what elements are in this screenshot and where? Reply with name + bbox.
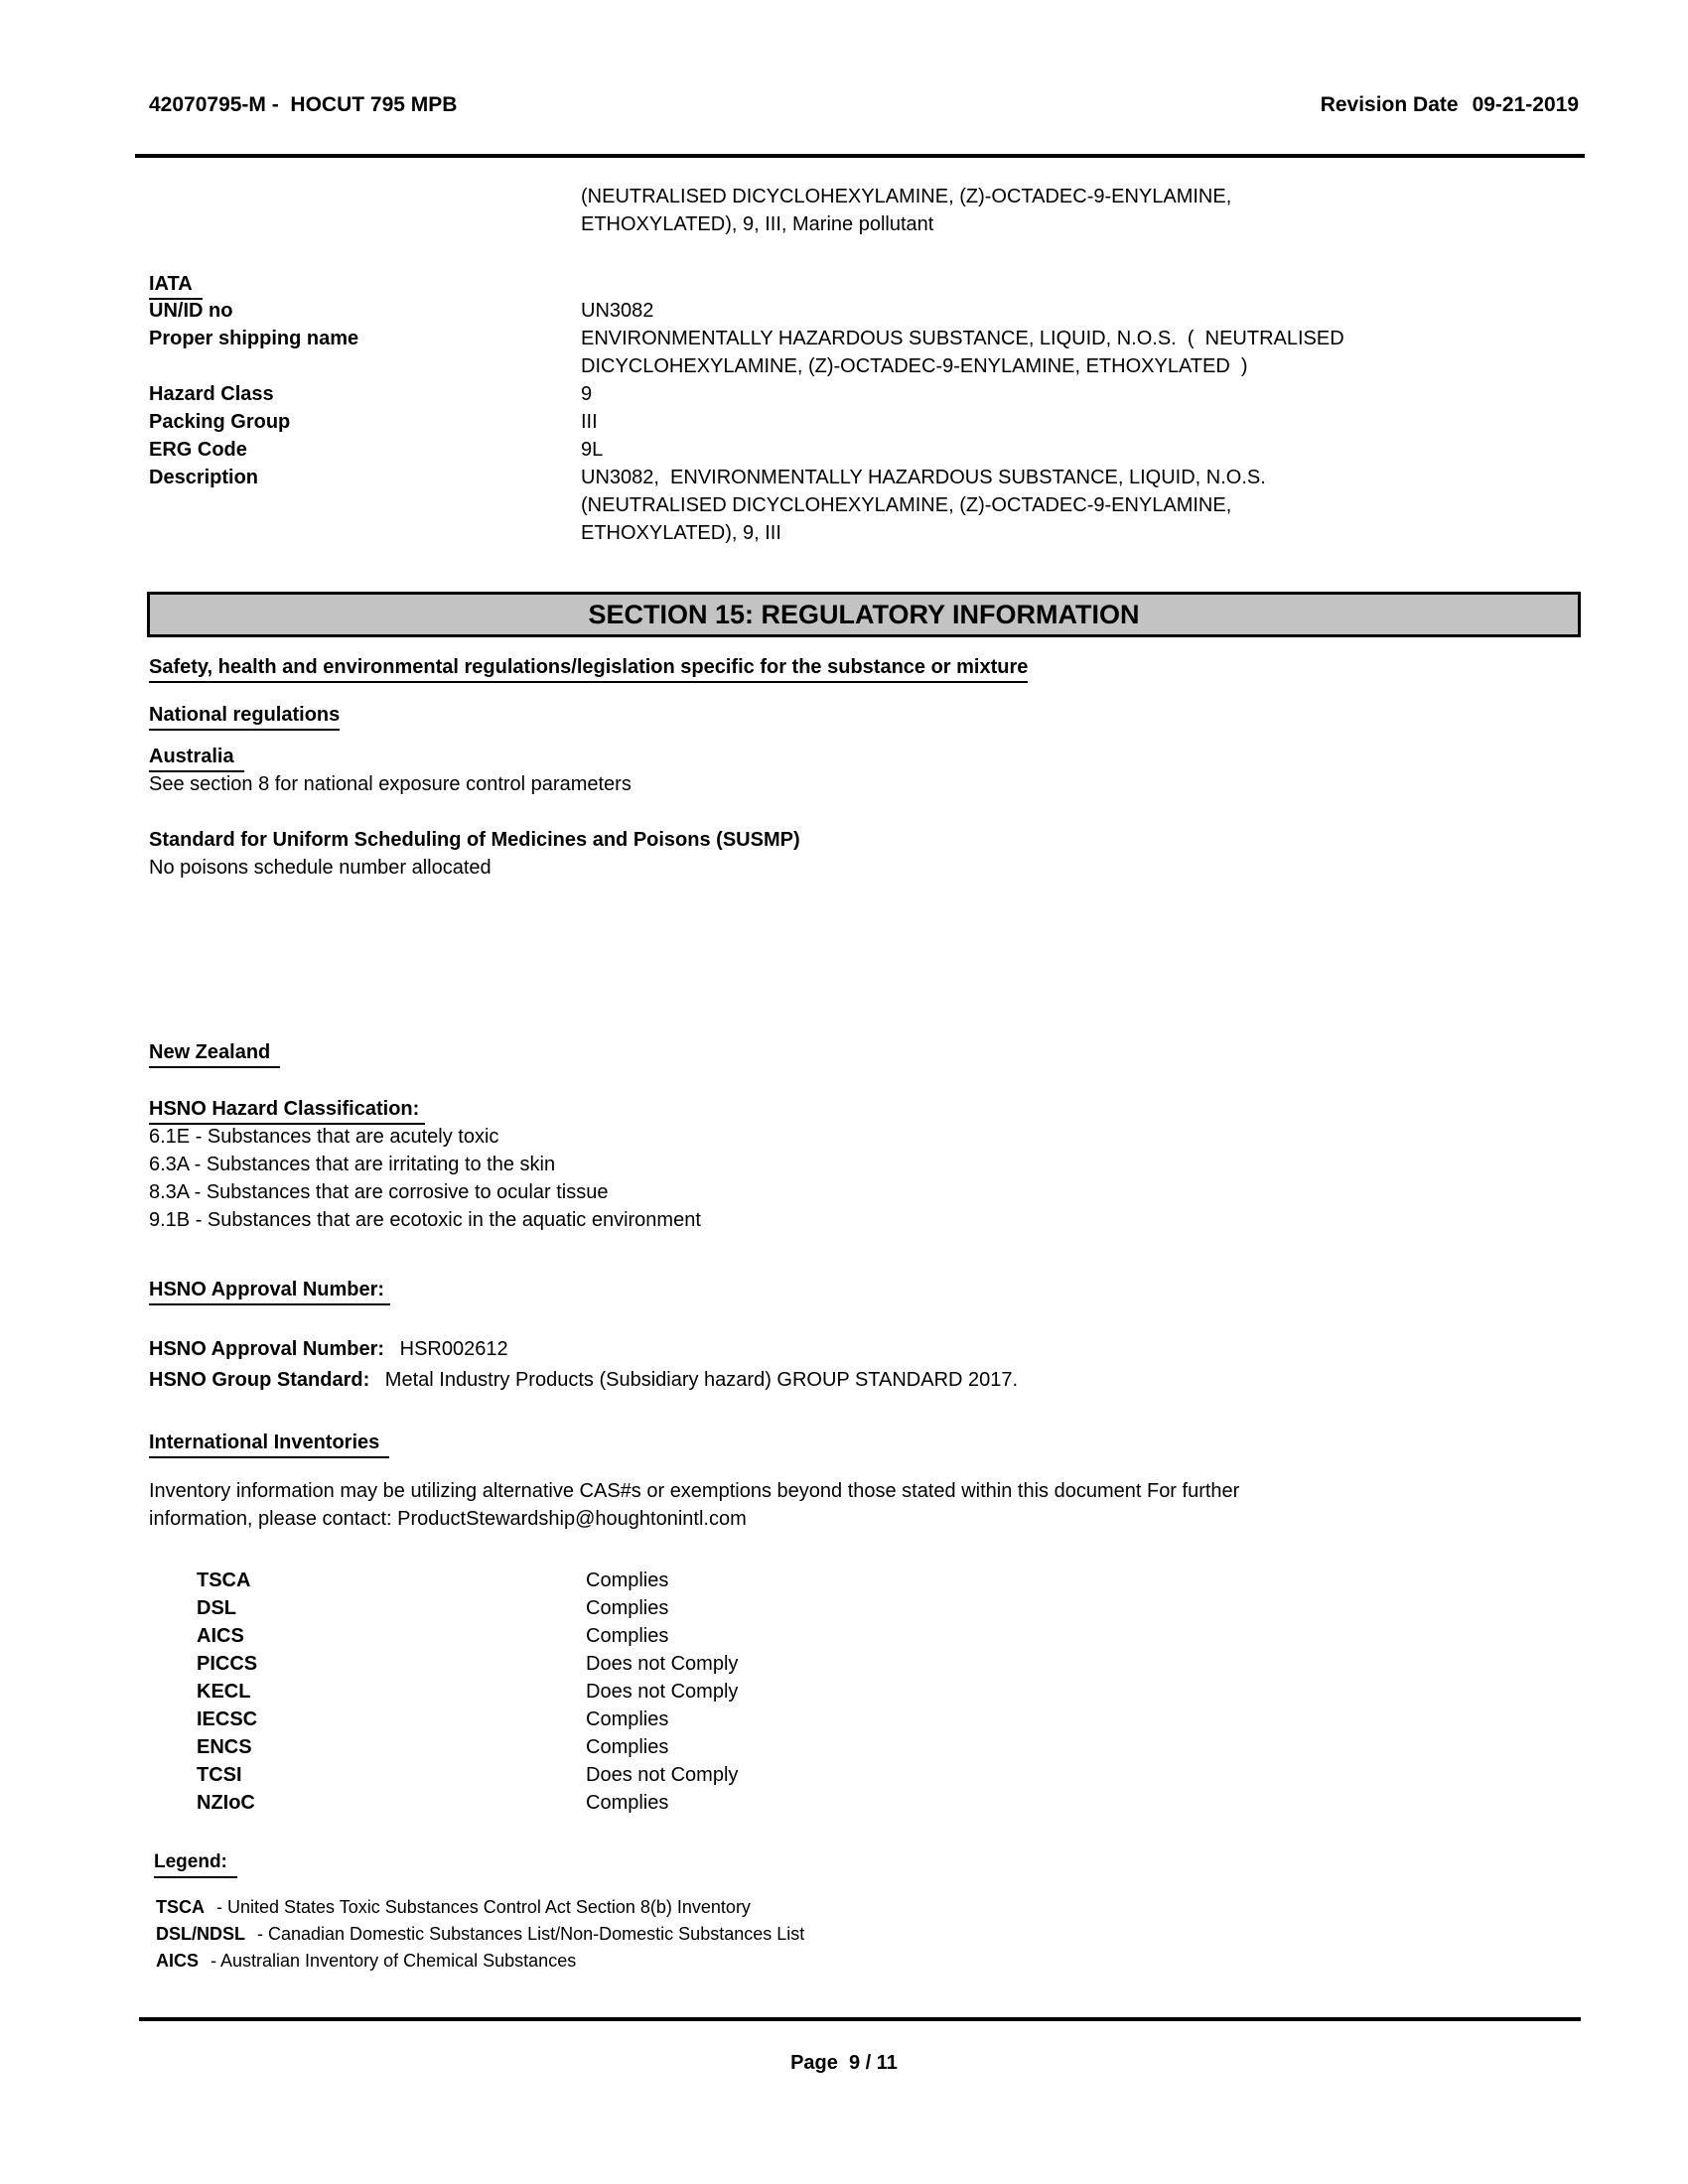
- inventory-status: Complies: [586, 1708, 669, 1730]
- field-value: [581, 464, 1589, 547]
- new-zealand-heading: New Zealand: [149, 1038, 280, 1068]
- field-label: Proper shipping name: [149, 328, 359, 349]
- field-value-line: 9: [581, 383, 593, 405]
- iata-heading: [149, 270, 203, 300]
- field-label: Hazard Class: [149, 383, 274, 405]
- shipping-desc-line: ETHOXYLATED), 9, III, Marine pollutant: [581, 213, 934, 235]
- table-row: [197, 1594, 738, 1622]
- inventory-note-line: information, please contact: ProductStewardship@houghtonintl.com: [149, 1508, 747, 1530]
- iata-heading-text: IATA: [149, 270, 203, 300]
- table-row: [149, 464, 1589, 547]
- national-regulations-heading: National regulations: [149, 701, 340, 731]
- legend-term: AICS: [156, 1951, 200, 1971]
- inventory-note-line: Inventory information may be utilizing alternative CAS#s or exemptions beyond those stated within this document For further: [149, 1480, 1240, 1502]
- list-item: [156, 1948, 804, 1975]
- field-value-line: ETHOXYLATED), 9, III: [581, 522, 781, 544]
- hsno-approval-line: [149, 1335, 508, 1363]
- list-item: 6.1E - Substances that are acutely toxic: [149, 1126, 499, 1148]
- field-value: [581, 297, 1589, 325]
- legend-heading: Legend:: [154, 1848, 237, 1878]
- inventory-name: TSCA: [197, 1570, 251, 1591]
- australia-heading: Australia: [149, 743, 244, 772]
- susmp-note: No poisons schedule number allocated: [149, 857, 492, 879]
- field-label: ERG Code: [149, 439, 247, 461]
- shipping-description-continued: [581, 183, 1231, 238]
- table-row: [149, 408, 1589, 436]
- section-15-title: SECTION 15: REGULATORY INFORMATION: [588, 600, 1140, 629]
- field-value: [581, 436, 1589, 464]
- inventory-status: Complies: [586, 1625, 669, 1647]
- table-row: [149, 325, 1589, 380]
- susmp-heading: Standard for Uniform Scheduling of Medicines and Poisons (SUSMP): [149, 829, 800, 851]
- table-row: [149, 380, 1589, 408]
- legend-term: TSCA: [156, 1897, 205, 1917]
- field-value: [581, 408, 1589, 436]
- field-value-line: UN3082: [581, 300, 654, 322]
- field-value: [581, 325, 1589, 380]
- field-value-line: III: [581, 411, 598, 433]
- inventory-name: TCSI: [197, 1764, 242, 1786]
- iata-fields: [149, 297, 1589, 547]
- inventory-name: IECSC: [197, 1708, 258, 1730]
- inventory-status: Does not Comply: [586, 1681, 739, 1703]
- inventory-name: AICS: [197, 1625, 244, 1647]
- field-label: HSNO Group Standard:: [149, 1369, 370, 1391]
- table-row: [197, 1789, 738, 1817]
- legend-term: DSL/NDSL: [156, 1924, 245, 1944]
- revision-block: [1307, 91, 1579, 119]
- legend-desc: - Canadian Domestic Substances List/Non-Domestic Substances List: [257, 1924, 805, 1944]
- inventory-table: [197, 1567, 738, 1817]
- field-label: HSNO Approval Number:: [149, 1338, 385, 1360]
- inventory-status: Complies: [586, 1736, 669, 1758]
- table-row: [149, 436, 1589, 464]
- field-value-line: ENVIRONMENTALLY HAZARDOUS SUBSTANCE, LIQUID, N.O.S. ( NEUTRALISED: [581, 328, 1344, 349]
- page-header: [149, 91, 1579, 119]
- revision-date-value: 09-21-2019: [1472, 93, 1579, 116]
- list-item: [156, 1921, 804, 1948]
- field-value-line: 9L: [581, 439, 604, 461]
- legend-desc: - Australian Inventory of Chemical Substances: [211, 1951, 577, 1971]
- inventory-status: Complies: [586, 1597, 669, 1619]
- international-inventories-heading: International Inventories: [149, 1429, 389, 1458]
- inventory-name: NZIoC: [197, 1792, 255, 1814]
- list-item: 6.3A - Substances that are irritating to the skin: [149, 1154, 556, 1175]
- inventory-note: [149, 1477, 1239, 1533]
- hsno-classification-list: [149, 1123, 701, 1234]
- inventory-status: Complies: [586, 1570, 669, 1591]
- field-value-line: DICYCLOHEXYLAMINE, (Z)-OCTADEC-9-ENYLAMINE, ETHOXYLATED ): [581, 355, 1248, 377]
- inventory-status: Does not Comply: [586, 1764, 739, 1786]
- field-value: Metal Industry Products (Subsidiary hazard) GROUP STANDARD 2017.: [384, 1369, 1019, 1391]
- table-row: [197, 1567, 738, 1594]
- inventory-name: DSL: [197, 1597, 236, 1619]
- table-row: [197, 1622, 738, 1650]
- table-row: [197, 1761, 738, 1789]
- safety-regulations-heading: Safety, health and environmental regulations/legislation specific for the substance or mixture: [149, 653, 1028, 683]
- table-row: [197, 1733, 738, 1761]
- hsno-group-standard-line: [149, 1366, 1018, 1394]
- table-row: [197, 1650, 738, 1678]
- hsno-classification-heading: HSNO Hazard Classification:: [149, 1095, 425, 1125]
- field-label: Description: [149, 467, 259, 488]
- legend-desc: - United States Toxic Substances Control Act Section 8(b) Inventory: [216, 1897, 751, 1917]
- field-value-line: (NEUTRALISED DICYCLOHEXYLAMINE, (Z)-OCTADEC-9-ENYLAMINE,: [581, 494, 1232, 516]
- australia-note: See section 8 for national exposure control parameters: [149, 773, 632, 795]
- inventory-name: ENCS: [197, 1736, 252, 1758]
- inventory-name: KECL: [197, 1681, 251, 1703]
- legend-list: [156, 1894, 804, 1975]
- inventory-status: Does not Comply: [586, 1653, 739, 1675]
- shipping-desc-line: (NEUTRALISED DICYCLOHEXYLAMINE, (Z)-OCTADEC-9-ENYLAMINE,: [581, 186, 1232, 207]
- document-id-product: 42070795-M - HOCUT 795 MPB: [149, 93, 458, 116]
- table-row: [197, 1678, 738, 1706]
- page-number: Page 9 / 11: [790, 2052, 898, 2074]
- list-item: 8.3A - Substances that are corrosive to ocular tissue: [149, 1181, 609, 1203]
- footer-divider: [139, 2017, 1581, 2021]
- field-value: HSR002612: [399, 1338, 508, 1360]
- table-row: [197, 1706, 738, 1733]
- section-15-header-bar: [147, 592, 1581, 637]
- field-label: Packing Group: [149, 411, 291, 433]
- table-row: [149, 297, 1589, 325]
- inventory-name: PICCS: [197, 1653, 258, 1675]
- list-item: [156, 1894, 804, 1921]
- field-value: [581, 380, 1589, 408]
- revision-date-label: Revision Date: [1320, 93, 1459, 116]
- header-divider: [135, 154, 1585, 158]
- hsno-approval-heading: HSNO Approval Number:: [149, 1276, 390, 1305]
- inventory-status: Complies: [586, 1792, 669, 1814]
- field-label: UN/ID no: [149, 300, 233, 322]
- list-item: 9.1B - Substances that are ecotoxic in the aquatic environment: [149, 1209, 701, 1231]
- field-value-line: UN3082, ENVIRONMENTALLY HAZARDOUS SUBSTANCE, LIQUID, N.O.S.: [581, 467, 1266, 488]
